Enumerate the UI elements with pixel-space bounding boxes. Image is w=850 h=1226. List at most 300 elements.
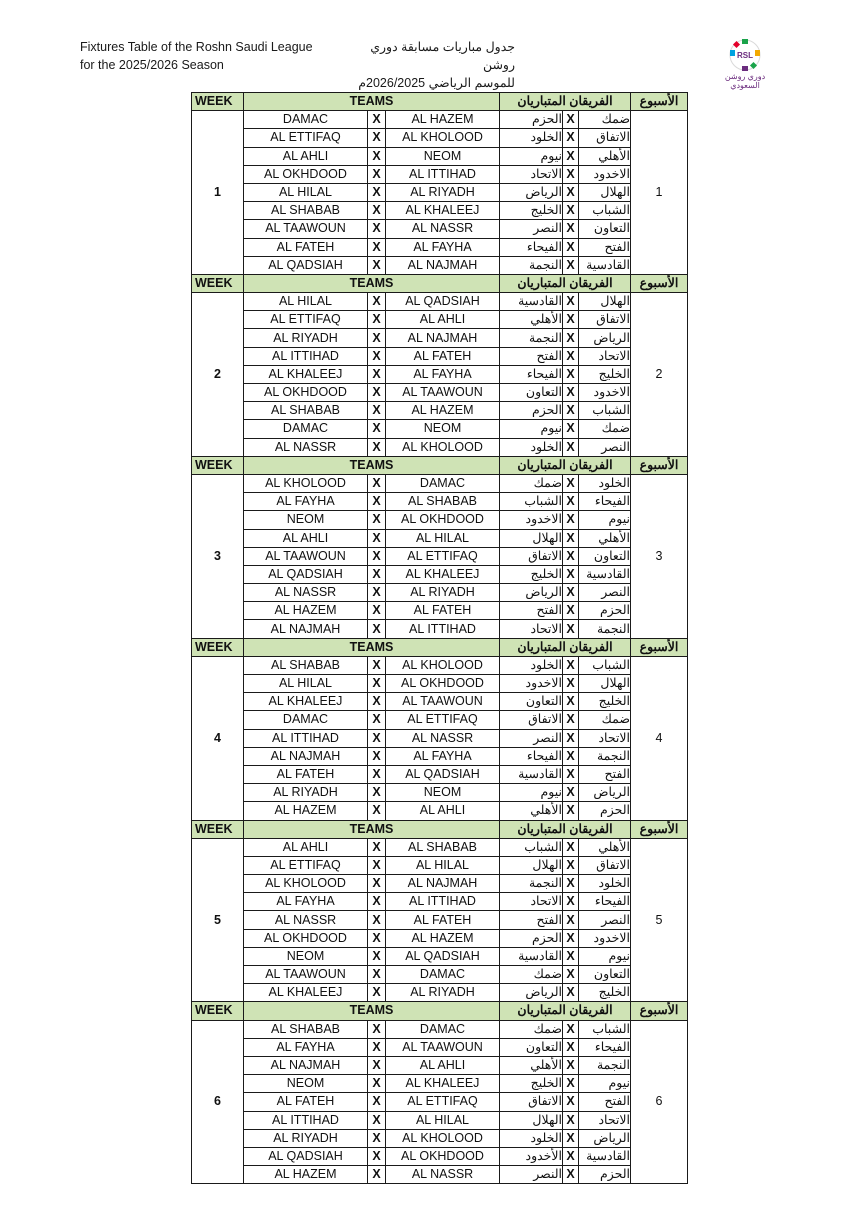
home-team: AL TAAWOUN <box>244 547 368 565</box>
vs-marker: X <box>563 365 579 383</box>
away-team-arabic: الاتفاق <box>500 1093 563 1111</box>
vs-marker: X <box>563 202 579 220</box>
vs-marker: X <box>563 802 579 820</box>
away-team-arabic: ضمك <box>500 1020 563 1038</box>
away-team-arabic: الفيحاء <box>500 747 563 765</box>
match-row <box>192 747 688 765</box>
vs-marker: X <box>563 875 579 893</box>
home-team: AL QADSIAH <box>244 1147 368 1165</box>
home-team: AL NASSR <box>244 911 368 929</box>
away-team: AL ITTIHAD <box>386 165 500 183</box>
teams-header-label: TEAMS <box>244 820 500 838</box>
home-team: AL KHALEEJ <box>244 693 368 711</box>
vs-marker: X <box>563 329 579 347</box>
match-row <box>192 802 688 820</box>
away-team-arabic: التعاون <box>500 693 563 711</box>
week-header-row <box>192 456 688 474</box>
vs-marker: X <box>563 893 579 911</box>
vs-marker: X <box>563 729 579 747</box>
match-row <box>192 183 688 201</box>
home-team: AL AHLI <box>244 838 368 856</box>
away-team: AL AHLI <box>386 1056 500 1074</box>
away-team-arabic: النجمة <box>500 329 563 347</box>
away-team-arabic: نيوم <box>500 784 563 802</box>
vs-marker: X <box>563 1093 579 1111</box>
vs-marker: X <box>368 293 386 311</box>
away-team-arabic: الأهلي <box>500 802 563 820</box>
vs-marker: X <box>563 656 579 674</box>
home-team: AL AHLI <box>244 147 368 165</box>
week-number-arabic-column: 1 <box>631 111 688 275</box>
match-row <box>192 129 688 147</box>
vs-marker: X <box>368 1111 386 1129</box>
vs-marker: X <box>563 1129 579 1147</box>
home-team: AL FATEH <box>244 765 368 783</box>
vs-marker: X <box>368 947 386 965</box>
week-number: 4 <box>192 656 244 820</box>
away-team: AL FATEH <box>386 911 500 929</box>
vs-marker: X <box>368 802 386 820</box>
away-team: AL NASSR <box>386 729 500 747</box>
match-row <box>192 165 688 183</box>
home-team: AL HAZEM <box>244 1166 368 1184</box>
away-team: AL RIYADH <box>386 984 500 1002</box>
vs-marker: X <box>563 675 579 693</box>
home-team-arabic: النصر <box>579 911 631 929</box>
logo-text-line1: دوري روشن <box>724 72 766 81</box>
home-team: AL RIYADH <box>244 329 368 347</box>
home-team-arabic: الاتفاق <box>579 856 631 874</box>
home-team-arabic: النصر <box>579 438 631 456</box>
away-team: NEOM <box>386 420 500 438</box>
home-team: AL QADSIAH <box>244 565 368 583</box>
vs-marker: X <box>368 711 386 729</box>
home-team-arabic: الهلال <box>579 675 631 693</box>
vs-marker: X <box>368 111 386 129</box>
vs-marker: X <box>368 511 386 529</box>
vs-marker: X <box>368 1020 386 1038</box>
home-team: DAMAC <box>244 711 368 729</box>
week-number-arabic-column: 5 <box>631 838 688 1002</box>
away-team: AL KHOLOOD <box>386 1129 500 1147</box>
away-team-arabic: التعاون <box>500 384 563 402</box>
home-team: AL OKHDOOD <box>244 929 368 947</box>
away-team: AL KHALEEJ <box>386 1075 500 1093</box>
vs-marker: X <box>563 711 579 729</box>
away-team-arabic: الفتح <box>500 911 563 929</box>
home-team-arabic: الخلود <box>579 474 631 492</box>
vs-marker: X <box>368 202 386 220</box>
home-team-arabic: الفتح <box>579 1093 631 1111</box>
home-team: AL KHOLOOD <box>244 474 368 492</box>
home-team-arabic: الهلال <box>579 293 631 311</box>
vs-marker: X <box>563 511 579 529</box>
home-team: AL QADSIAH <box>244 256 368 274</box>
week-header-label: WEEK <box>192 274 244 292</box>
home-team: AL SHABAB <box>244 656 368 674</box>
home-team: AL NAJMAH <box>244 620 368 638</box>
header-title-english <box>80 38 313 74</box>
teams-header-label-arabic: الفريقان المتباريان <box>500 638 631 656</box>
vs-marker: X <box>368 565 386 583</box>
teams-header-label-arabic: الفريقان المتباريان <box>500 820 631 838</box>
vs-marker: X <box>563 1166 579 1184</box>
vs-marker: X <box>368 911 386 929</box>
away-team-arabic: ضمك <box>500 474 563 492</box>
away-team-arabic: نيوم <box>500 147 563 165</box>
vs-marker: X <box>368 584 386 602</box>
away-team-arabic: النجمة <box>500 875 563 893</box>
vs-marker: X <box>368 1038 386 1056</box>
match-row <box>192 1075 688 1093</box>
away-team-arabic: النجمة <box>500 256 563 274</box>
away-team: AL OKHDOOD <box>386 675 500 693</box>
vs-marker: X <box>563 1020 579 1038</box>
vs-marker: X <box>563 238 579 256</box>
teams-header-label-arabic: الفريقان المتباريان <box>500 274 631 292</box>
away-team: AL FAYHA <box>386 365 500 383</box>
home-team-arabic: الفتح <box>579 765 631 783</box>
vs-marker: X <box>368 529 386 547</box>
away-team: AL RIYADH <box>386 584 500 602</box>
vs-marker: X <box>368 238 386 256</box>
away-team: AL FAYHA <box>386 747 500 765</box>
match-row <box>192 929 688 947</box>
vs-marker: X <box>563 565 579 583</box>
away-team: AL KHOLOOD <box>386 129 500 147</box>
away-team: DAMAC <box>386 966 500 984</box>
vs-marker: X <box>563 1075 579 1093</box>
home-team-arabic: الشباب <box>579 1020 631 1038</box>
header-title-ar-line2: للموسم الرياضي 2026/2025م <box>358 76 515 90</box>
away-team: AL HAZEM <box>386 402 500 420</box>
away-team-arabic: الشباب <box>500 838 563 856</box>
away-team: AL NAJMAH <box>386 256 500 274</box>
home-team: AL KHALEEJ <box>244 365 368 383</box>
vs-marker: X <box>563 438 579 456</box>
away-team-arabic: الخليج <box>500 202 563 220</box>
header-title-arabic <box>340 38 515 92</box>
vs-marker: X <box>563 747 579 765</box>
match-row <box>192 438 688 456</box>
home-team: AL ITTIHAD <box>244 347 368 365</box>
away-team: AL HILAL <box>386 1111 500 1129</box>
week-header-row <box>192 638 688 656</box>
away-team-arabic: الخلود <box>500 438 563 456</box>
vs-marker: X <box>563 584 579 602</box>
home-team: AL NAJMAH <box>244 747 368 765</box>
week-header-row <box>192 274 688 292</box>
away-team-arabic: الفتح <box>500 602 563 620</box>
vs-marker: X <box>563 765 579 783</box>
vs-marker: X <box>563 129 579 147</box>
home-team: AL SHABAB <box>244 202 368 220</box>
vs-marker: X <box>368 602 386 620</box>
home-team-arabic: الرياض <box>579 1129 631 1147</box>
home-team: AL HAZEM <box>244 802 368 820</box>
vs-marker: X <box>563 947 579 965</box>
vs-marker: X <box>368 838 386 856</box>
home-team-arabic: النجمة <box>579 620 631 638</box>
rsl-logo <box>715 38 775 102</box>
vs-marker: X <box>563 929 579 947</box>
vs-marker: X <box>563 856 579 874</box>
away-team: AL KHOLOOD <box>386 656 500 674</box>
home-team-arabic: القادسية <box>579 256 631 274</box>
vs-marker: X <box>563 1111 579 1129</box>
away-team-arabic: نيوم <box>500 420 563 438</box>
vs-marker: X <box>368 365 386 383</box>
week-number: 3 <box>192 474 244 638</box>
teams-header-label: TEAMS <box>244 93 500 111</box>
match-row <box>192 584 688 602</box>
header-title-ar-line1: جدول مباريات مسابقة دوري روشن <box>370 40 515 72</box>
away-team: AL HAZEM <box>386 111 500 129</box>
vs-marker: X <box>563 529 579 547</box>
vs-marker: X <box>563 347 579 365</box>
away-team-arabic: الاتحاد <box>500 893 563 911</box>
away-team: AL KHALEEJ <box>386 565 500 583</box>
home-team: AL FAYHA <box>244 1038 368 1056</box>
vs-marker: X <box>368 729 386 747</box>
vs-marker: X <box>368 402 386 420</box>
vs-marker: X <box>563 147 579 165</box>
away-team: AL TAAWOUN <box>386 693 500 711</box>
away-team-arabic: الأخدود <box>500 1147 563 1165</box>
home-team: NEOM <box>244 947 368 965</box>
away-team-arabic: الهلال <box>500 529 563 547</box>
home-team-arabic: الخليج <box>579 365 631 383</box>
vs-marker: X <box>368 129 386 147</box>
match-row <box>192 1056 688 1074</box>
week-number: 6 <box>192 1020 244 1184</box>
match-row <box>192 547 688 565</box>
vs-marker: X <box>368 620 386 638</box>
vs-marker: X <box>368 929 386 947</box>
week-header-label-arabic: الأسبوع <box>631 456 688 474</box>
home-team-arabic: ضمك <box>579 111 631 129</box>
home-team-arabic: ضمك <box>579 711 631 729</box>
away-team-arabic: النصر <box>500 1166 563 1184</box>
away-team: AL QADSIAH <box>386 947 500 965</box>
vs-marker: X <box>368 984 386 1002</box>
home-team: AL HILAL <box>244 675 368 693</box>
vs-marker: X <box>563 311 579 329</box>
vs-marker: X <box>368 547 386 565</box>
vs-marker: X <box>563 620 579 638</box>
home-team: AL TAAWOUN <box>244 966 368 984</box>
home-team-arabic: الأهلي <box>579 529 631 547</box>
match-row <box>192 911 688 929</box>
home-team-arabic: الخلود <box>579 875 631 893</box>
home-team: AL ITTIHAD <box>244 1111 368 1129</box>
home-team-arabic: نيوم <box>579 511 631 529</box>
away-team-arabic: الأهلي <box>500 1056 563 1074</box>
vs-marker: X <box>563 966 579 984</box>
away-team-arabic: ضمك <box>500 966 563 984</box>
match-row <box>192 765 688 783</box>
home-team-arabic: ضمك <box>579 420 631 438</box>
away-team: AL HAZEM <box>386 929 500 947</box>
away-team: AL SHABAB <box>386 838 500 856</box>
away-team-arabic: القادسية <box>500 765 563 783</box>
vs-marker: X <box>563 1056 579 1074</box>
vs-marker: X <box>563 165 579 183</box>
vs-marker: X <box>563 402 579 420</box>
home-team: AL HILAL <box>244 293 368 311</box>
away-team: AL QADSIAH <box>386 293 500 311</box>
home-team-arabic: التعاون <box>579 966 631 984</box>
home-team-arabic: الرياض <box>579 784 631 802</box>
vs-marker: X <box>368 420 386 438</box>
away-team: AL AHLI <box>386 802 500 820</box>
away-team: AL ETTIFAQ <box>386 1093 500 1111</box>
home-team: AL NASSR <box>244 438 368 456</box>
away-team-arabic: النصر <box>500 729 563 747</box>
home-team-arabic: الأهلي <box>579 147 631 165</box>
home-team-arabic: الخليج <box>579 984 631 1002</box>
home-team-arabic: الشباب <box>579 202 631 220</box>
vs-marker: X <box>563 384 579 402</box>
home-team-arabic: النجمة <box>579 1056 631 1074</box>
home-team-arabic: الخليج <box>579 693 631 711</box>
week-number-arabic-column: 2 <box>631 293 688 457</box>
home-team-arabic: التعاون <box>579 547 631 565</box>
match-row <box>192 1166 688 1184</box>
match-row <box>192 311 688 329</box>
vs-marker: X <box>563 838 579 856</box>
vs-marker: X <box>368 693 386 711</box>
teams-header-label: TEAMS <box>244 638 500 656</box>
home-team-arabic: الفيحاء <box>579 493 631 511</box>
vs-marker: X <box>368 784 386 802</box>
home-team-arabic: الاخدود <box>579 165 631 183</box>
teams-header-label-arabic: الفريقان المتباريان <box>500 1002 631 1020</box>
away-team: AL SHABAB <box>386 493 500 511</box>
week-number: 1 <box>192 111 244 275</box>
vs-marker: X <box>563 1038 579 1056</box>
vs-marker: X <box>368 765 386 783</box>
teams-header-label: TEAMS <box>244 456 500 474</box>
week-header-label: WEEK <box>192 93 244 111</box>
vs-marker: X <box>563 493 579 511</box>
vs-marker: X <box>563 1147 579 1165</box>
away-team: AL KHOLOOD <box>386 438 500 456</box>
away-team: DAMAC <box>386 474 500 492</box>
teams-header-label-arabic: الفريقان المتباريان <box>500 456 631 474</box>
week-number-arabic-column: 6 <box>631 1020 688 1184</box>
match-row <box>192 856 688 874</box>
teams-header-label: TEAMS <box>244 1002 500 1020</box>
vs-marker: X <box>368 165 386 183</box>
vs-marker: X <box>368 438 386 456</box>
home-team-arabic: القادسية <box>579 565 631 583</box>
home-team-arabic: الرياض <box>579 329 631 347</box>
match-row <box>192 111 688 129</box>
home-team-arabic: الفيحاء <box>579 1038 631 1056</box>
vs-marker: X <box>563 293 579 311</box>
vs-marker: X <box>368 1166 386 1184</box>
home-team-arabic: الفتح <box>579 238 631 256</box>
away-team: AL NASSR <box>386 1166 500 1184</box>
vs-marker: X <box>368 329 386 347</box>
match-row <box>192 529 688 547</box>
away-team-arabic: الاخدود <box>500 511 563 529</box>
away-team-arabic: النصر <box>500 220 563 238</box>
vs-marker: X <box>368 656 386 674</box>
vs-marker: X <box>368 1056 386 1074</box>
home-team-arabic: الشباب <box>579 402 631 420</box>
match-row <box>192 256 688 274</box>
match-row <box>192 675 688 693</box>
vs-marker: X <box>368 747 386 765</box>
match-row <box>192 784 688 802</box>
header-title-en-line2: for the 2025/2026 Season <box>80 58 224 72</box>
vs-marker: X <box>368 1093 386 1111</box>
match-row <box>192 656 688 674</box>
away-team: AL KHALEEJ <box>386 202 500 220</box>
match-row <box>192 365 688 383</box>
week-header-label-arabic: الأسبوع <box>631 93 688 111</box>
away-team-arabic: القادسية <box>500 947 563 965</box>
home-team-arabic: الحزم <box>579 1166 631 1184</box>
vs-marker: X <box>368 893 386 911</box>
away-team-arabic: الاتحاد <box>500 165 563 183</box>
match-row <box>192 602 688 620</box>
away-team-arabic: الرياض <box>500 183 563 201</box>
away-team: AL TAAWOUN <box>386 384 500 402</box>
away-team: AL HILAL <box>386 856 500 874</box>
match-row <box>192 729 688 747</box>
away-team-arabic: الاخدود <box>500 675 563 693</box>
vs-marker: X <box>368 1147 386 1165</box>
away-team-arabic: الاتفاق <box>500 547 563 565</box>
match-row <box>192 384 688 402</box>
home-team-arabic: الاتحاد <box>579 347 631 365</box>
home-team: AL KHOLOOD <box>244 875 368 893</box>
away-team: AL TAAWOUN <box>386 1038 500 1056</box>
home-team-arabic: الاتحاد <box>579 729 631 747</box>
header-title-en-line1: Fixtures Table of the Roshn Saudi League <box>80 40 313 54</box>
week-header-row <box>192 820 688 838</box>
home-team: AL ETTIFAQ <box>244 856 368 874</box>
week-header-label: WEEK <box>192 456 244 474</box>
home-team: AL AHLI <box>244 529 368 547</box>
home-team: AL ETTIFAQ <box>244 311 368 329</box>
week-header-label: WEEK <box>192 638 244 656</box>
match-row <box>192 893 688 911</box>
home-team-arabic: الاخدود <box>579 929 631 947</box>
match-row <box>192 420 688 438</box>
away-team: DAMAC <box>386 1020 500 1038</box>
home-team-arabic: نيوم <box>579 1075 631 1093</box>
away-team: AL RIYADH <box>386 183 500 201</box>
vs-marker: X <box>368 220 386 238</box>
match-row <box>192 493 688 511</box>
match-row <box>192 947 688 965</box>
home-team: AL FAYHA <box>244 893 368 911</box>
away-team: AL HILAL <box>386 529 500 547</box>
match-row <box>192 329 688 347</box>
away-team-arabic: الفيحاء <box>500 365 563 383</box>
match-row <box>192 966 688 984</box>
match-row <box>192 1147 688 1165</box>
away-team: AL FATEH <box>386 602 500 620</box>
home-team-arabic: النصر <box>579 584 631 602</box>
match-row <box>192 1129 688 1147</box>
home-team: AL FATEH <box>244 238 368 256</box>
home-team-arabic: الشباب <box>579 656 631 674</box>
